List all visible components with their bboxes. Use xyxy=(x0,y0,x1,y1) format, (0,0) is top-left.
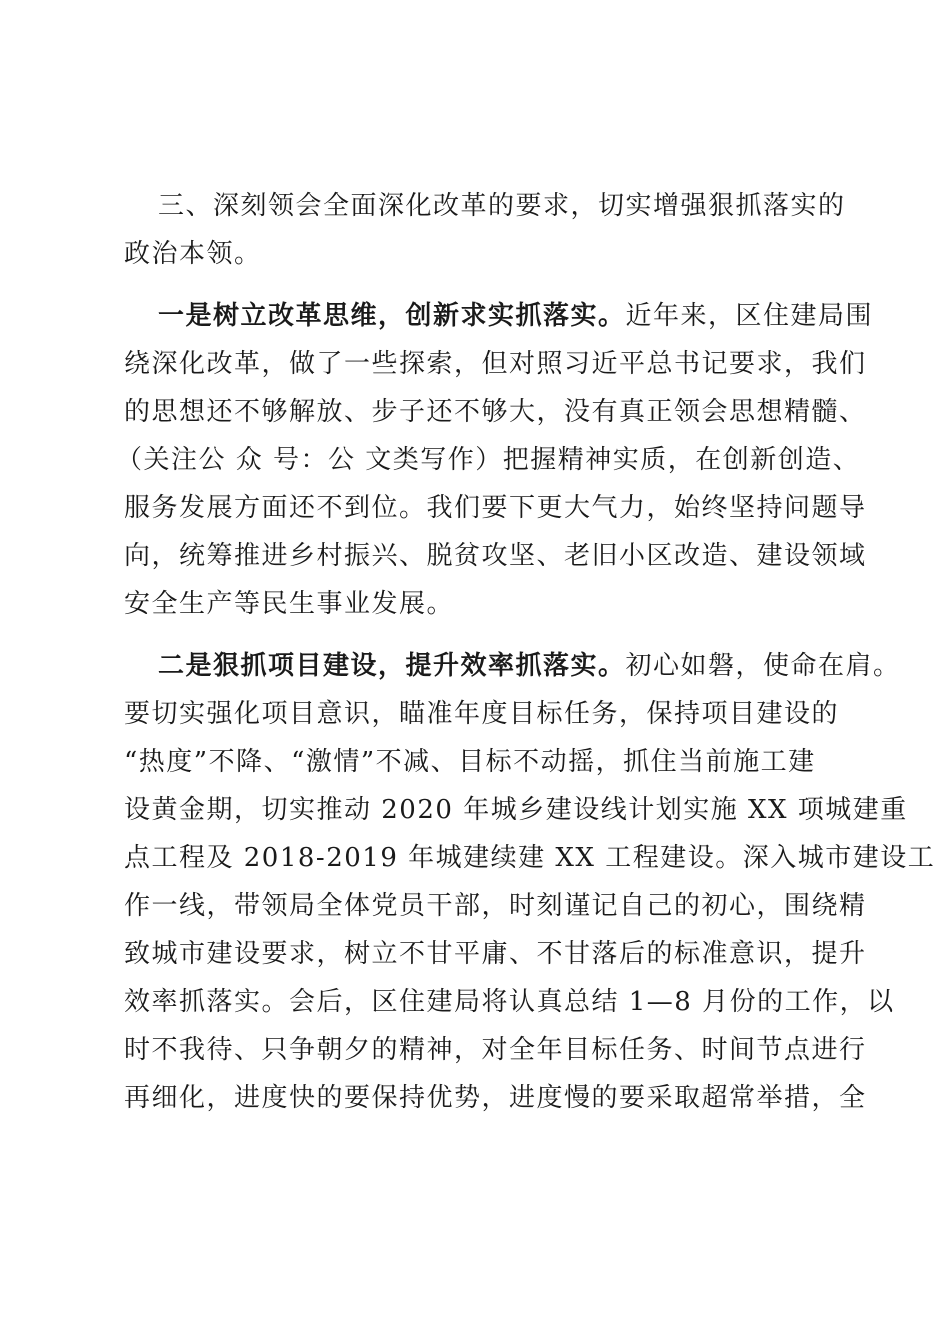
paragraph-line: 绕深化改革，做了一些探索，但对照习近平总书记要求，我们 xyxy=(124,349,867,379)
paragraph-text: 初心如磐，使命在肩。 xyxy=(625,651,901,681)
paragraph-line: 再细化，进度快的要保持优势，进度慢的要采取超常举措，全 xyxy=(124,1083,867,1113)
paragraph-project-construction xyxy=(124,642,936,1122)
paragraph-line: （关注公 众 号：公 文类写作）把握精神实质，在创新创造、 xyxy=(116,445,861,475)
heading-line-2: 政治本领。 xyxy=(124,239,262,269)
heading-line-1: 三、深刻领会全面深化改革的要求，切实增强狠抓落实的 xyxy=(158,191,846,221)
paragraph-reform-thinking xyxy=(116,292,874,628)
paragraph-line: 服务发展方面还不到位。我们要下更大气力，始终坚持问题导 xyxy=(124,493,867,523)
paragraph-line: 的思想还不够解放、步子还不够大，没有真正领会思想精髓、 xyxy=(124,397,867,427)
document-body xyxy=(116,182,936,1136)
paragraph-line: 致城市建设要求，树立不甘平庸、不甘落后的标准意识，提升 xyxy=(124,939,867,969)
paragraph-line: 安全生产等民生事业发展。 xyxy=(124,589,455,619)
paragraph-first-line xyxy=(124,292,874,340)
paragraph-line: 要切实强化项目意识，瞄准年度目标任务，保持项目建设的 xyxy=(124,699,840,729)
paragraph-lead-sentence: 一是树立改革思维，创新求实抓落实。 xyxy=(158,301,626,331)
paragraph-line: 作一线，带领局全体党员干部，时刻谨记自己的初心，围绕精 xyxy=(124,891,867,921)
paragraph-text: 近年来，区住建局围 xyxy=(625,301,874,331)
paragraph-line: “热度”不降、“激情”不减、目标不动摇，抓住当前施工建 xyxy=(124,747,816,777)
paragraph-line: 点工程及 2018-2019 年城建续建 XX 工程建设。深入城市建设工 xyxy=(124,843,936,873)
paragraph-lead-sentence: 二是狠抓项目建设，提升效率抓落实。 xyxy=(158,651,626,681)
paragraph-line: 设黄金期，切实推动 2020 年城乡建设线计划实施 XX 项城建重 xyxy=(124,795,908,825)
paragraph-line: 向，统筹推进乡村振兴、脱贫攻坚、老旧小区改造、建设领域 xyxy=(124,541,867,571)
section-heading xyxy=(124,182,846,278)
paragraph-first-line xyxy=(124,642,901,690)
paragraph-line: 效率抓落实。会后，区住建局将认真总结 1—8 月份的工作，以 xyxy=(124,987,895,1017)
paragraph-line: 时不我待、只争朝夕的精神，对全年目标任务、时间节点进行 xyxy=(124,1035,867,1065)
